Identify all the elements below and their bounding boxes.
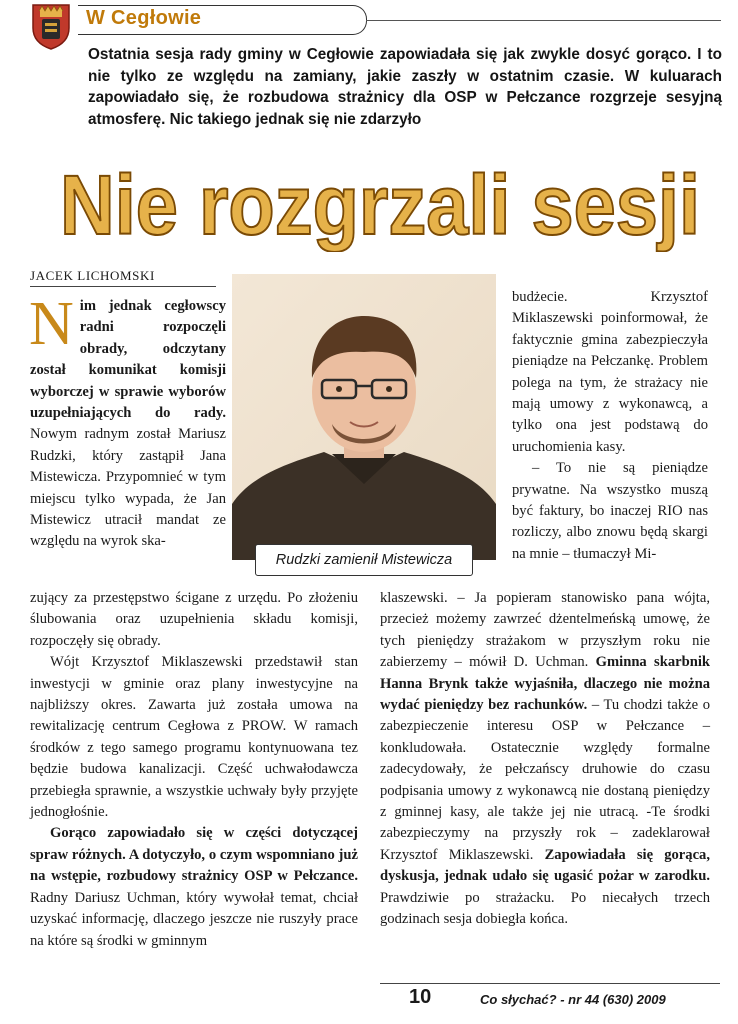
issue-info: Co słychać? - nr 44 (630) 2009	[480, 992, 666, 1007]
column-1-lower	[30, 588, 358, 952]
paragraph: budżecie. Krzysztof Miklaszewski poinformował, że faktycznie gmina zabezpieczyła pieniądze na Pełczankę. Problem polega na tym, że strażacy nie mają umowy z wykonawcą, a tylko ona jest podstawą do uruchomienia kasy.	[512, 289, 708, 455]
intro-text: Nowym radnym został Mariusz Rudzki, który zastąpił Jana Mistewicza. Przypomnieć w tym miejscu tylko wypada, że Jan Mistewicz utracił mandat ze względu na wyrok ska-	[30, 426, 226, 550]
intro-bold: im jednak cegłowscy radni rozpoczęli obrady, odczytany został komunikat komisji wyborczej w sprawie wyborów uzupełniających do rady.	[30, 298, 226, 422]
paragraph-text: – Tu chodzi także o zabezpieczenie interesu OSP w Pełczance – konkludowała. Ostatecznie względy formalne zadecydowały, że pełczańscy druhowie do czasu podpisania umowy z wykonawcą nie dostaną pieniędzy z gminnej kasy, ale także jej nie utracą. -Te środki zabezpieczymy na przyszły rok – zadeklarował Krzysztof Miklaszewski.	[380, 697, 710, 863]
bold-text: Zapowiadała się gorąca, dyskusja, jednak udało się ugasić pożar w zarodku.	[380, 846, 710, 885]
bold-text: Gorąco zapowiadało się w części dotyczącej spraw różnych. A dotyczyło, o czym wspomniano już na wstępie, rozbudowy strażnicy OSP w Pełczance.	[30, 825, 358, 885]
section-label: W Cegłowie	[86, 7, 202, 29]
byline-rule	[30, 286, 216, 287]
header-rule	[366, 20, 721, 21]
paragraph	[380, 588, 710, 931]
paragraph: zujący za przestępstwo ścigane z urzędu. Po złożeniu ślubowania oraz uzupełnienia składu komisji, rozpoczęły się obrady.	[30, 590, 358, 649]
page-number: 10	[409, 986, 432, 1008]
photo-portrait	[232, 274, 496, 560]
bold-text: Gminna skarbnik Hanna Brynk także wyjaśniła, dlaczego nie można wydać pieniędzy bez rachunków.	[380, 654, 711, 714]
drop-cap: N	[29, 290, 74, 358]
paragraph: Wójt Krzysztof Miklaszewski przedstawił stan inwestycji w gminie oraz plany inwestycyjne na najbliższy okres. Zawarta już została umowa na rewitalizację centrum Cegłowa z PROW. W ramach środków z tego samego programu kontynuowana tez będzie budowa kanalizacji. Część uchwałodawcza przebiegła sprawnie, a wszystkie uchwały były przyjęte jednogłośnie.	[30, 654, 358, 821]
column-1	[29, 290, 226, 553]
paragraph-text: Prawdziwie po strażacku. Po niecałych trzech godzinach sesja dobiegła końca.	[380, 889, 710, 928]
column-3-lower	[380, 588, 710, 931]
paragraph: – To nie są pieniądze prywatne. Na wszystko muszą być faktury, bo inaczej RIO nas rozliczy, albo znowu będą skargi na mnie – tłumaczył Mi-	[512, 460, 708, 562]
photo-caption: Rudzki zamienił Mistewicza	[255, 544, 473, 576]
footer-rule	[380, 983, 720, 984]
paragraph	[30, 823, 358, 951]
headline-text: Nie rozgrzali sesji	[60, 158, 700, 252]
author-byline: JACEK LICHOMSKI	[30, 268, 155, 283]
column-3	[512, 287, 708, 565]
lead-paragraph: Ostatnia sesja rady gminy w Cegłowie zapowiadała się jak zwykle dosyć gorąco. I to nie tylko ze względu na zamiany, jakie zaszły w ostatnim czasie. W kuluarach zapowiadało się, że rozbudowa strażnicy dla OSP w Pełczance rozgrzeje sesyjną atmosferę. Nic takiego jednak się nie zdarzyło	[88, 46, 722, 128]
paragraph-text: klaszewski. – Ja popieram stanowisko pana wójta, przecież możemy zawrzeć dżentelmeńską umowę, że tych pieniędzy strażakom w przyszłym roku nie zabierzemy – mówił D. Uchman.	[380, 590, 710, 671]
paragraph-text: Radny Dariusz Uchman, który wywołał temat, chciał uzyskać informację, dlaczego jeszcze nie ruszyły prace na które są środki w gminnym	[30, 889, 358, 949]
headline	[40, 142, 720, 252]
crest-icon	[30, 2, 72, 50]
